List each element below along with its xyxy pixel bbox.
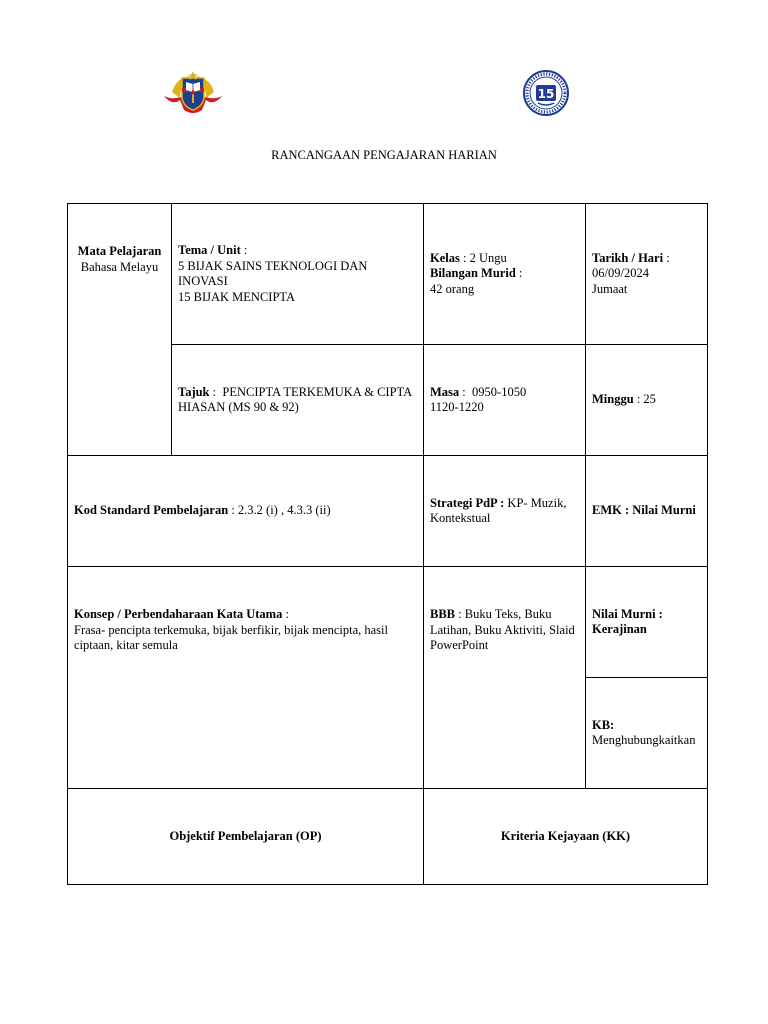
bbb-value: Buku Teks, Buku Latihan, Buku Aktiviti, Slaid PowerPoint — [430, 607, 575, 652]
tema-unit-cell: Tema / Unit : 5 BIJAK SAINS TEKNOLOGI DAN INOVASI 15 BIJAK MENCIPTA — [172, 204, 424, 345]
bbb-label: BBB — [430, 607, 456, 621]
kod-standard-value: 2.3.2 (i) , 4.3.3 (ii) — [237, 503, 331, 518]
konsep-value: Frasa- pencipta terkemuka, bijak berfikir, bijak mencipta, hasil ciptaan, kitar semula — [74, 622, 388, 652]
tema-unit-line: 15 BIJAK MENCIPTA — [178, 289, 296, 304]
mata-pelajaran-label: Mata Pelajaran — [77, 244, 162, 258]
bbb-cell: BBB : Buku Teks, Buku Latihan, Buku Aktiviti, Slaid PowerPoint — [424, 567, 586, 789]
tema-unit-line: 5 BIJAK SAINS TEKNOLOGI DAN INOVASI — [178, 258, 368, 288]
strategi-label: Strategi PdP : — [430, 495, 505, 510]
minggu-value: 25 — [643, 392, 656, 407]
strategi-value: KP- Muzik, Kontekstual — [430, 495, 567, 525]
page-title: RANCANGAAN PENGAJARAN HARIAN — [271, 148, 497, 162]
kriteria-kejayaan-cell — [424, 789, 708, 885]
lesson-plan-table — [67, 203, 708, 885]
kb-label: KB: — [592, 717, 615, 732]
masa-slot-2: 1120-1220 — [430, 400, 484, 414]
strategi-cell — [424, 456, 586, 567]
ministry-crest-logo — [162, 70, 224, 118]
svg-text:15: 15 — [537, 87, 555, 101]
nilai-murni-label: Nilai Murni : — [592, 606, 663, 621]
tema-unit-label: Tema / Unit — [178, 243, 241, 257]
kelas-label: Kelas — [430, 250, 460, 265]
masa-cell: Masa : 0950-1050 1120-1220 — [424, 345, 586, 456]
objektif-pembelajaran-label: Objektif Pembelajaran (OP) — [169, 828, 322, 843]
bilangan-murid-label: Bilangan Murid — [430, 266, 516, 281]
tarikh-hari-label: Tarikh / Hari — [592, 250, 664, 265]
school-emblem-icon — [522, 70, 570, 116]
emk-label: EMK : Nilai Murni — [592, 503, 696, 518]
hari-value: Jumaat — [592, 281, 628, 296]
tarikh-hari-cell: Tarikh / Hari : 06/09/2024 Jumaat — [586, 204, 708, 345]
tajuk-cell: Tajuk : PENCIPTA TERKEMUKA & CIPTA HIASAN (MS 90 & 92) — [172, 345, 424, 456]
minggu-label: Minggu — [592, 392, 634, 407]
konsep-cell: Konsep / Perbendaharaan Kata Utama : Frasa- pencipta terkemuka, bijak berfikir, bijak mencipta, hasil ciptaan, kitar semula — [68, 567, 424, 789]
masa-label: Masa — [430, 384, 460, 399]
masa-slot-1: 0950-1050 — [472, 384, 527, 399]
tarikh-value: 06/09/2024 — [592, 266, 649, 281]
nilai-murni-cell — [586, 567, 708, 678]
mata-pelajaran-value: Bahasa Melayu — [80, 259, 159, 274]
tajuk-label: Tajuk — [178, 384, 210, 399]
mata-pelajaran-cell — [68, 204, 172, 456]
kelas-value: 2 Ungu — [469, 250, 507, 265]
tajuk-value: PENCIPTA TERKEMUKA & CIPTA HIASAN (MS 90 & 92) — [178, 384, 412, 414]
kb-cell — [586, 678, 708, 789]
kriteria-kejayaan-label: Kriteria Kejayaan (KK) — [500, 828, 631, 843]
kod-standard-cell: Kod Standard Pembelajaran : 2.3.2 (i) , 4.3.3 (ii) — [68, 456, 424, 567]
school-emblem-logo — [522, 70, 570, 116]
konsep-label: Konsep / Perbendaharaan Kata Utama — [74, 607, 283, 621]
emk-cell — [586, 456, 708, 567]
kod-standard-label: Kod Standard Pembelajaran — [74, 503, 229, 518]
bilangan-murid-value: 42 orang — [430, 281, 475, 296]
kelas-cell: Kelas : 2 Ungu Bilangan Murid : 42 orang — [424, 204, 586, 345]
kb-value: Menghubungkaitkan — [592, 733, 696, 747]
objektif-pembelajaran-cell — [68, 789, 424, 885]
minggu-cell: Minggu : 25 — [586, 345, 708, 456]
nilai-murni-value: Kerajinan — [592, 622, 647, 636]
ministry-crest-icon — [162, 70, 224, 118]
